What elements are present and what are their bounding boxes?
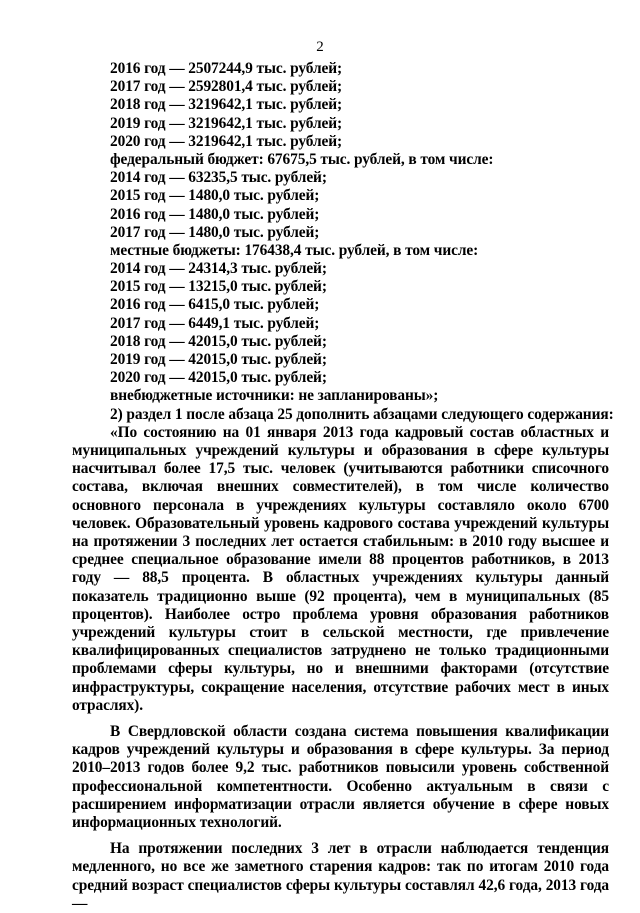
budget-line: 2017 год — 6449,1 тыс. рублей; bbox=[110, 314, 320, 332]
budget-line: местные бюджеты: 176438,4 тыс. рублей, в том числе: bbox=[110, 241, 479, 259]
budget-line: 2020 год — 3219642,1 тыс. рублей; bbox=[110, 132, 343, 150]
budget-line: 2014 год — 24314,3 тыс. рублей; bbox=[110, 260, 327, 278]
budget-line: 2019 год — 3219642,1 тыс. рублей; bbox=[110, 114, 343, 132]
paragraph-spacer bbox=[72, 832, 609, 840]
paragraph-aging bbox=[72, 840, 609, 913]
budget-line: 2015 год — 1480,0 тыс. рублей; bbox=[110, 187, 320, 205]
paragraph-text: «По состоянию на 01 января 2013 года кадровый состав областных и муниципальных учреждений культуры и образования в сфере культуры насчитывал более 17,5 тыс. человек (учитываются работники списочного состава, включая внешних совместителей), в том числе количество основного персонала в учреждениях культуры составляло около 6700 человек. Образовательный уровень кадрового состава учреждений культуры на протяжении 3 последних лет остается стабильным: в 2010 году высшее и среднее специальное образование имели 88 процентов работников, в 2013 году — 88,5 процента. В областных учреждениях культуры данный показатель традиционно выше (92 процента), чем в муниципальных (85 процентов). Наиболее остро проблема уровня образования работников учреждений культуры стоит в сельской местности, где привлечение квалифицированных специалистов затруднено не только традиционными проблемами сферы культуры, но и внешними факторами (отсутствие инфраструктуры, сокращение населения, отсутствие рабочих мест в иных отраслях). bbox=[72, 423, 609, 714]
budget-list bbox=[72, 60, 614, 424]
paragraph-spacer bbox=[72, 715, 609, 723]
budget-line: 2016 год — 2507244,9 тыс. рублей; bbox=[110, 60, 343, 77]
budget-line: 2019 год — 42015,0 тыс. рублей; bbox=[110, 351, 327, 368]
budget-line: 2) раздел 1 после абзаца 25 дополнить абзацами следующего содержания: bbox=[110, 405, 614, 423]
paragraph-staffing bbox=[72, 424, 609, 715]
budget-line: 2014 год — 63235,5 тыс. рублей; bbox=[110, 169, 327, 187]
page-number: 2 bbox=[316, 39, 324, 55]
paragraph-text: В Свердловской области создана система повышения квалификации кадров учреждений культуры и образования в сфере культуры. За период 2010–2013 годов более 9,2 тыс. работников повысили уровень собственной профессиональной компетентности. Особенно актуальным в связи с расширением информатизации отрасли является обучение в сфере новых информационных технологий. bbox=[72, 723, 609, 832]
document-body bbox=[72, 60, 614, 913]
budget-line: федеральный бюджет: 67675,5 тыс. рублей, в том числе: bbox=[110, 150, 494, 168]
budget-line: 2017 год — 2592801,4 тыс. рублей; bbox=[110, 78, 343, 96]
budget-line: 2016 год — 1480,0 тыс. рублей; bbox=[110, 205, 320, 223]
budget-line: 2015 год — 13215,0 тыс. рублей; bbox=[110, 278, 327, 296]
budget-line: 2018 год — 42015,0 тыс. рублей; bbox=[110, 332, 327, 350]
budget-line: 2017 год — 1480,0 тыс. рублей; bbox=[110, 223, 320, 241]
budget-line: внебюджетные источники: не запланированы»; bbox=[110, 387, 439, 405]
budget-line: 2016 год — 6415,0 тыс. рублей; bbox=[110, 296, 320, 314]
paragraph-text: На протяжении последних 3 лет в отрасли наблюдается тенденция медленного, но все же заметного старения кадров: так по итогам 2010 года средний возраст специалистов сферы культуры составлял 42,6 года, 2013 года — bbox=[72, 840, 609, 912]
budget-line: 2018 год — 3219642,1 тыс. рублей; bbox=[110, 96, 343, 114]
paragraph-training bbox=[72, 723, 609, 832]
budget-line: 2020 год — 42015,0 тыс. рублей; bbox=[110, 369, 327, 387]
